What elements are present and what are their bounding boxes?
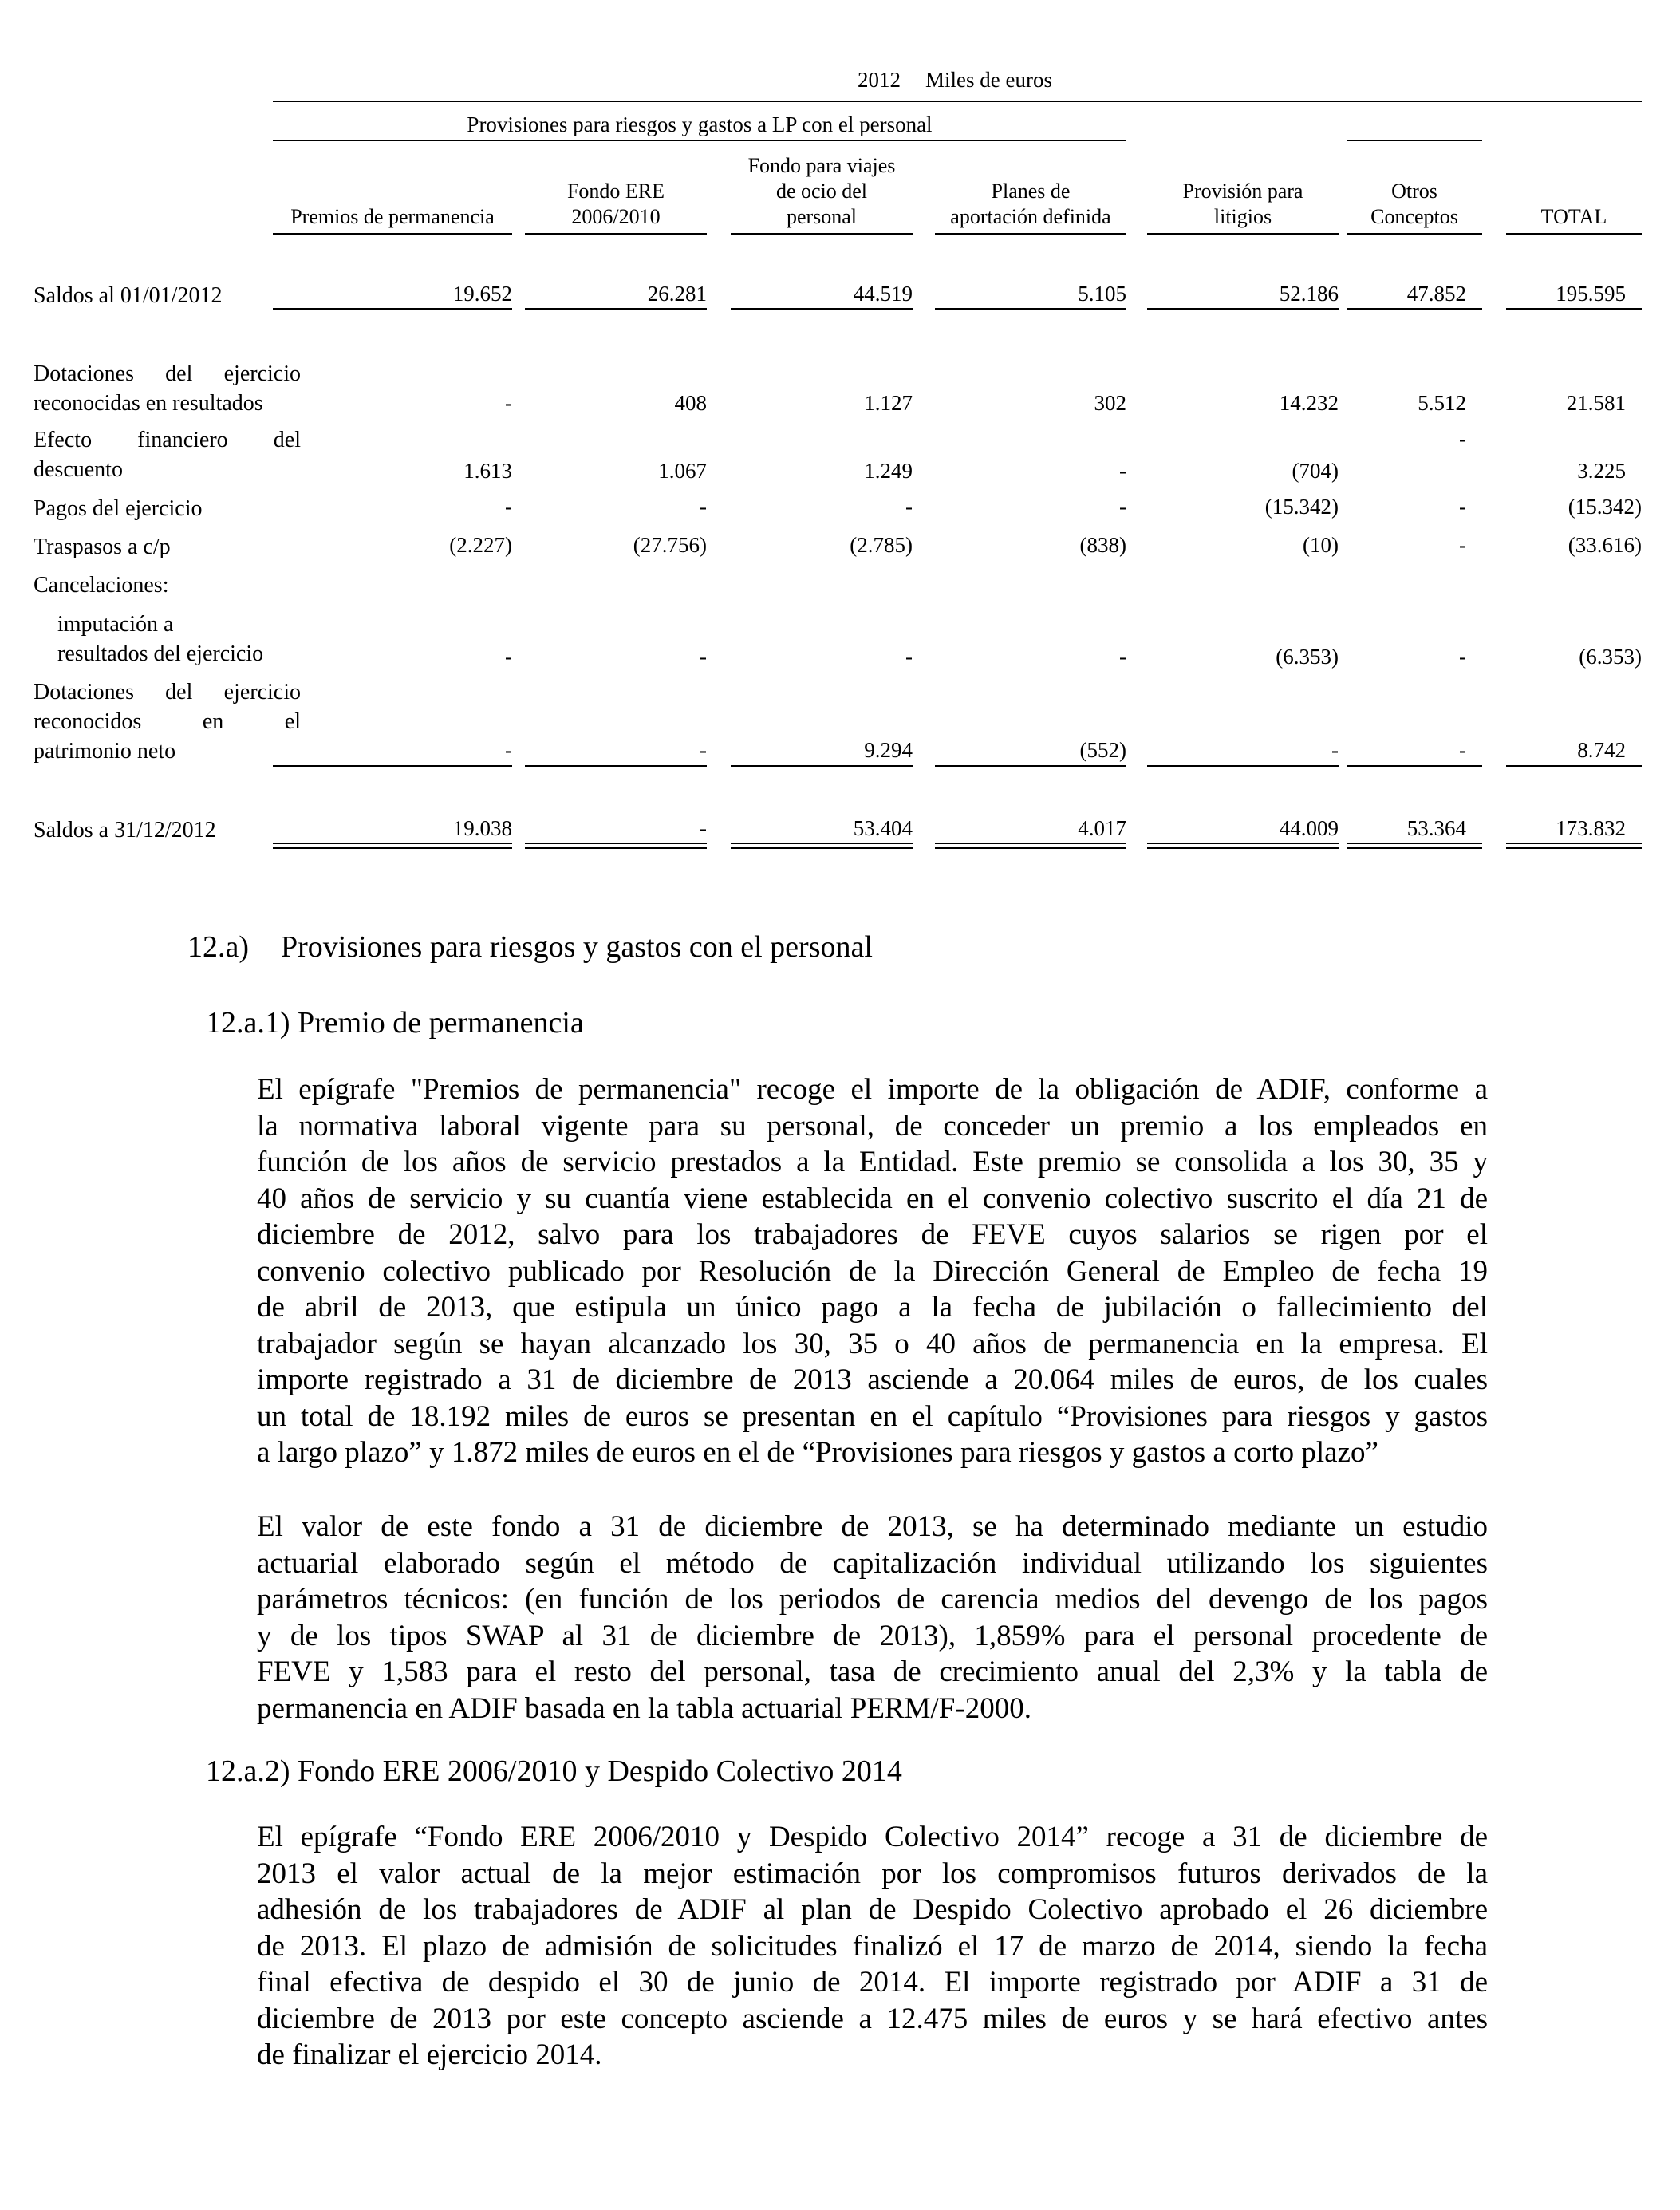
cell: - — [505, 391, 512, 415]
cell-double-rule — [1347, 843, 1482, 849]
cell: (6.353) — [1579, 645, 1642, 669]
paragraph-fondo-ere: El epígrafe “Fondo ERE 2006/2010 y Despido Colectivo 2014” recoge a 31 de diciembre de 2013 el valor actual de la mejor estimación por los compromisos futuros derivados de la adhesión de los trabajadores de ADIF al plan de Despido Colectivo aprobado el 26 diciembre de 2013. El plazo de admisión de solicitudes finalizó el 17 de marzo de 2014, siendo la fecha final efectiva de despido el 30 de junio de 2014. El importe registrado por ADIF a 31 de diciembre de 2013 por este concepto asciende a 12.475 miles de euros y se hará efectivo antes de finalizar el ejercicio 2014. — [257, 1821, 1488, 2071]
cell: 5.512 — [1418, 391, 1466, 415]
cell: - — [1331, 738, 1339, 762]
cell-double-rule — [1506, 843, 1642, 849]
cell-rule — [273, 765, 512, 767]
cell: - — [700, 816, 707, 840]
cell-rule — [1347, 308, 1482, 310]
cell-rule — [935, 308, 1126, 310]
cell: 302 — [1094, 391, 1126, 415]
cell: - — [905, 495, 913, 519]
cell: 195.595 — [1556, 282, 1626, 306]
cell: 52.186 — [1279, 282, 1339, 306]
cell: - — [1459, 427, 1466, 451]
cell: 53.364 — [1406, 816, 1466, 840]
row-label-dotaciones-resultados: Dotaciones del ejercicio reconocidas en resultados — [34, 361, 301, 416]
cell: - — [905, 645, 913, 669]
cell: (6.353) — [1276, 645, 1339, 669]
cell: 47.852 — [1406, 282, 1466, 306]
col-rule — [1147, 233, 1339, 235]
row-label-pagos: Pagos del ejercicio — [34, 496, 203, 521]
cell-double-rule — [731, 843, 913, 849]
cell: (15.342) — [1568, 495, 1642, 519]
cell-rule — [525, 308, 707, 310]
cell: 1.613 — [463, 459, 512, 483]
cell: 4.017 — [1078, 816, 1126, 840]
col-rule — [525, 233, 707, 235]
paragraph-valor-fondo: El valor de este fondo a 31 de diciembre de 2013, se ha determinado mediante un estudio actuarial elaborado según el método de capitalización individual utilizando los siguientes parámetros técnicos: (en función de los periodos de carencia medios del devengo de los pagos y de los tipos SWAP al 31 de diciembre de 2013), 1,859% para el personal procedente de FEVE y 1,583 para el resto del personal, tasa de crecimiento anual del 2,3% y la tabla de permanencia en ADIF basada en la tabla actuarial PERM/F-2000. — [257, 1510, 1488, 1725]
cell: - — [1459, 738, 1466, 762]
cell-rule — [731, 765, 913, 767]
col-header-litigios: Provisión para litigios — [1182, 180, 1303, 228]
cell: (10) — [1303, 533, 1339, 557]
cell: - — [1459, 495, 1466, 519]
cell: 26.281 — [647, 282, 707, 306]
otros-header-rule — [1347, 140, 1482, 141]
row-label-cancelaciones: Cancelaciones: — [34, 573, 169, 598]
cell: - — [1119, 459, 1126, 483]
row-label-saldos-fin: Saldos a 31/12/2012 — [34, 818, 216, 843]
cell-rule — [1147, 308, 1339, 310]
cell: (838) — [1079, 533, 1126, 557]
group-header-rule — [273, 140, 1126, 141]
header-rule — [273, 101, 1642, 102]
cell: 19.038 — [452, 816, 512, 840]
cell: 408 — [674, 391, 707, 415]
row-label-saldos-inicio: Saldos al 01/01/2012 — [34, 283, 223, 308]
cell: (704) — [1292, 459, 1339, 483]
cell: - — [1119, 645, 1126, 669]
cell: - — [505, 645, 512, 669]
cell: - — [700, 495, 707, 519]
cell: 173.832 — [1556, 816, 1626, 840]
cell: (2.227) — [449, 533, 512, 557]
cell: (33.616) — [1568, 533, 1642, 557]
cell: - — [700, 738, 707, 762]
section-title-12a2: 12.a.2) Fondo ERE 2006/2010 y Despido Colectivo 2014 — [206, 1754, 902, 1788]
cell: 1.127 — [864, 391, 913, 415]
cell: 53.404 — [853, 816, 913, 840]
cell-rule — [525, 765, 707, 767]
cell-double-rule — [1147, 843, 1339, 849]
col-header-fondo-ere: Fondo ERE 2006/2010 — [566, 180, 665, 228]
cell: (27.756) — [633, 533, 707, 557]
cell: 1.067 — [658, 459, 707, 483]
cell-double-rule — [525, 843, 707, 849]
col-rule — [935, 233, 1126, 235]
cell: 1.249 — [864, 459, 913, 483]
cell: (15.342) — [1264, 495, 1339, 519]
cell: - — [1119, 495, 1126, 519]
cell: (2.785) — [850, 533, 913, 557]
cell: - — [1459, 533, 1466, 557]
cell: 44.009 — [1279, 816, 1339, 840]
cell: 3.225 — [1577, 459, 1626, 483]
row-label-traspasos: Traspasos a c/p — [34, 535, 171, 559]
cell: (552) — [1079, 738, 1126, 762]
cell: 8.742 — [1577, 738, 1626, 762]
col-rule — [731, 233, 913, 235]
cell: - — [700, 645, 707, 669]
cell-rule — [273, 308, 512, 310]
cell-rule — [1506, 308, 1642, 310]
col-header-total: TOTAL — [1540, 205, 1607, 228]
cell-double-rule — [273, 843, 512, 849]
section-title-12a1: 12.a.1) Premio de permanencia — [206, 1006, 584, 1040]
cell: - — [505, 495, 512, 519]
col-rule — [1347, 233, 1482, 235]
table-year: 2012 — [858, 68, 901, 92]
cell-rule — [935, 765, 1126, 767]
group-header: Provisiones para riesgos y gastos a LP con el personal — [467, 112, 933, 136]
cell: - — [505, 738, 512, 762]
section-number-12a: 12.a) — [187, 930, 250, 964]
cell: 14.232 — [1279, 391, 1339, 415]
cell-double-rule — [935, 843, 1126, 849]
row-label-imputacion: imputación a resultados del ejercicio — [57, 612, 264, 666]
cell-rule — [1147, 765, 1339, 767]
cell-rule — [1506, 765, 1642, 767]
table-unit: Miles de euros — [925, 68, 1052, 92]
col-header-premios: Premios de permanencia — [290, 205, 495, 228]
row-label-dotaciones-patrimonio: Dotaciones del ejercicio reconocidos en el patrimonio neto — [34, 680, 301, 764]
col-header-planes-aportacion: Planes de aportación definida — [950, 180, 1111, 228]
paragraph-premios-permanencia: El epígrafe "Premios de permanencia" recoge el importe de la obligación de ADIF, conforme a la normativa laboral vigente para su personal, de conceder un premio a los empleados en función de los años de servicio prestados a la Entidad. Este premio se consolida a los 30, 35 y 40 años de servicio y su cuantía viene establecida en el convenio colectivo suscrito el día 21 de diciembre de 2012, salvo para los trabajadores de FEVE cuyos salarios se rigen por el convenio colectivo publicado por Resolución de la Dirección General de Empleo de fecha 19 de abril de 2013, que estipula un único pago a la fecha de jubilación o fallecimiento del trabajador según se hayan alcanzado los 30, 35 o 40 años de permanencia en la empresa. El importe registrado a 31 de diciembre de 2013 asciende a 20.064 miles de euros, de los cuales un total de 18.192 miles de euros se presentan en el capítulo “Provisiones para riesgos y gastos a largo plazo” y 1.872 miles de euros en el de “Provisiones para riesgos y gastos a corto plazo” — [257, 1073, 1488, 1469]
cell-rule — [1347, 765, 1482, 767]
row-label-efecto-financiero: Efecto financiero del descuento — [34, 428, 301, 482]
col-header-otros: Otros Conceptos — [1370, 180, 1458, 228]
cell: 19.652 — [452, 282, 512, 306]
col-rule — [1506, 233, 1642, 235]
col-rule — [273, 233, 512, 235]
cell: 5.105 — [1078, 282, 1126, 306]
col-header-viajes-ocio: Fondo para viajes de ocio del personal — [747, 154, 896, 228]
cell: 9.294 — [864, 738, 913, 762]
cell: - — [1459, 645, 1466, 669]
cell: 21.581 — [1566, 391, 1626, 415]
cell: 44.519 — [853, 282, 913, 306]
cell-rule — [731, 308, 913, 310]
section-title-12a: Provisiones para riesgos y gastos con el personal — [281, 930, 873, 964]
